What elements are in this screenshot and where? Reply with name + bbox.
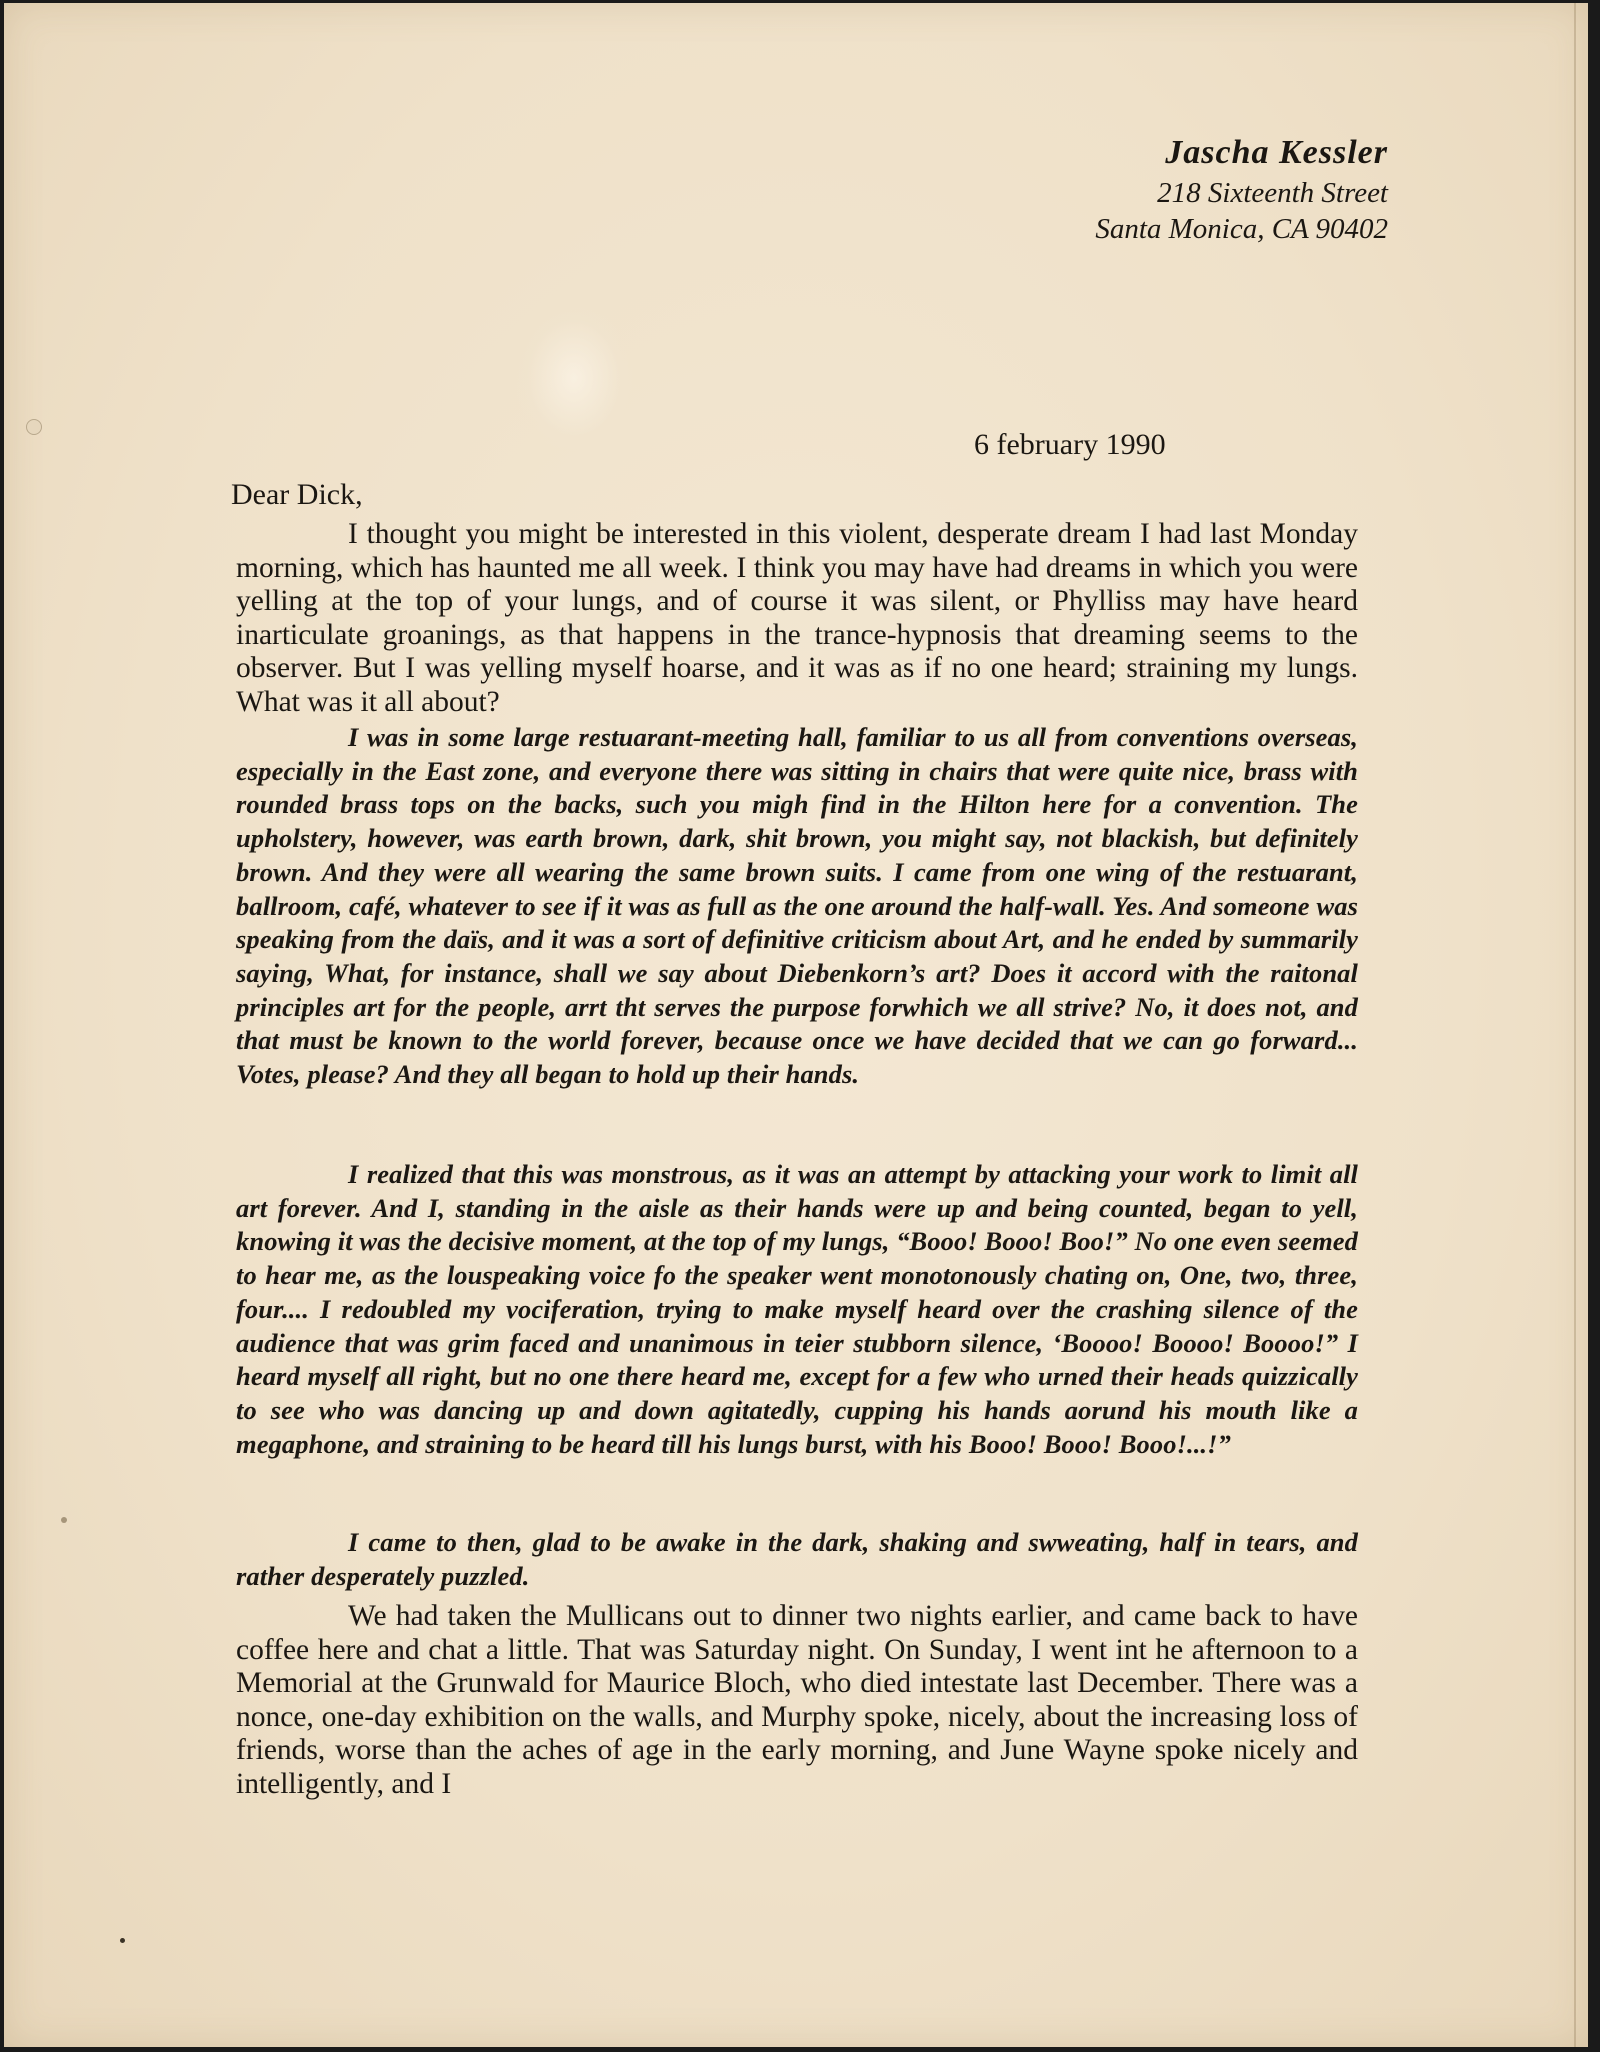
paragraph-intro — [236, 518, 1358, 719]
punch-hole — [26, 419, 42, 435]
paragraph-dream-3 — [236, 1526, 1358, 1593]
paragraph-text: We had taken the Mullicans out to dinner two nights earlier, and came back to have coffee here and chat a little. That was Saturday night. On Sunday, I went int he afternoon to a Memorial at the Grunwald for Maurice Bloch, who died intestate last December. There was a nonce, one-day exhibition on the walls, and Murphy spoke, nicely, about the increasing loss of friends, worse than the aches of age in the early morning, and June Wayne spoke nicely and intelligently, and I — [236, 1600, 1358, 1800]
sender-name: Jascha Kessler — [1165, 134, 1388, 171]
paper-stain — [514, 303, 634, 453]
sender-street: 218 Sixteenth Street — [1157, 177, 1388, 209]
paragraph-dream-2 — [236, 1158, 1358, 1461]
paragraph-text: I realized that this was monstrous, as it was an attempt by attacking your work to limit all art forever. And I, standing in the aisle as their hands were up and being counted, began to yell, knowing it was the decisive moment, at the top of my lungs, “Booo! Booo! Boo!” No one even seemed to hear me, as the louspeaking voice fo the speaker went monotonously chating on, One, two, three, four.... I redoubled my vociferation, trying to make myself heard over the crashing silence of the audience that was grim faced and unanimous in teier stubborn silence, ‘Boooo! Boooo! Boooo!” I heard myself all right, but no one there heard me, except for a few who urned their heads quizzically to see who was dancing up and down agitatedly, cupping his hands aorund his mouth like a megaphone, and straining to be heard till his lungs burst, with his Booo! Booo! Booo!...!” — [236, 1159, 1358, 1459]
paragraph-closing — [236, 1600, 1358, 1801]
paragraph-text: I thought you might be interested in this violent, desperate dream I had last Monday morning, which has haunted me all week. I think you may have had dreams in which you were yelling at the top of your lungs, and of course it was silent, or Phylliss may have heard inarticulate groanings, as that happens in the trance-hypnosis that dreaming seems to the observer. But I was yelling myself hoarse, and it was as if no one heard; straining my lungs. What was it all about? — [236, 518, 1358, 718]
letter-date: 6 february 1990 — [974, 428, 1166, 461]
letterhead — [1095, 131, 1388, 247]
paragraph-text: I came to then, glad to be awake in the dark, shaking and swweating, half in tears, and rather desperately puzzled. — [236, 1527, 1358, 1591]
paper-speck — [120, 1938, 125, 1943]
paragraph-text: I was in some large restuarant-meeting hall, familiar to us all from conventions overseas, especially in the East zone, and everyone there was sitting in chairs that were quite nice, brass with rounded brass tops on the backs, such you migh find in the Hilton here for a convention. The upholstery, however, was earth brown, dark, shit brown, you might say, not blackish, but definitely brown. And they were all wearing the same brown suits. I came from one wing of the restuarant, ballroom, café, whatever to see if it was as full as the one around the half-wall. Yes. And someone was speaking from the daïs, and it was a sort of definitive criticism about Art, and he ended by summarily saying, What, for instance, shall we say about Diebenkorn’s art? Does it accord with the raitonal principles art for the people, arrt tht serves the purpose forwhich we all strive? No, it does not, and that must be known to the world forever, because once we have decided that we can go forward... Votes, please? And they all began to hold up their hands. — [236, 722, 1358, 1090]
salutation: Dear Dick, — [231, 478, 363, 511]
letter-page — [4, 3, 1588, 2047]
paragraph-dream-1 — [236, 721, 1358, 1092]
sender-city: Santa Monica, CA 90402 — [1095, 213, 1388, 245]
paper-speck — [61, 1517, 67, 1523]
